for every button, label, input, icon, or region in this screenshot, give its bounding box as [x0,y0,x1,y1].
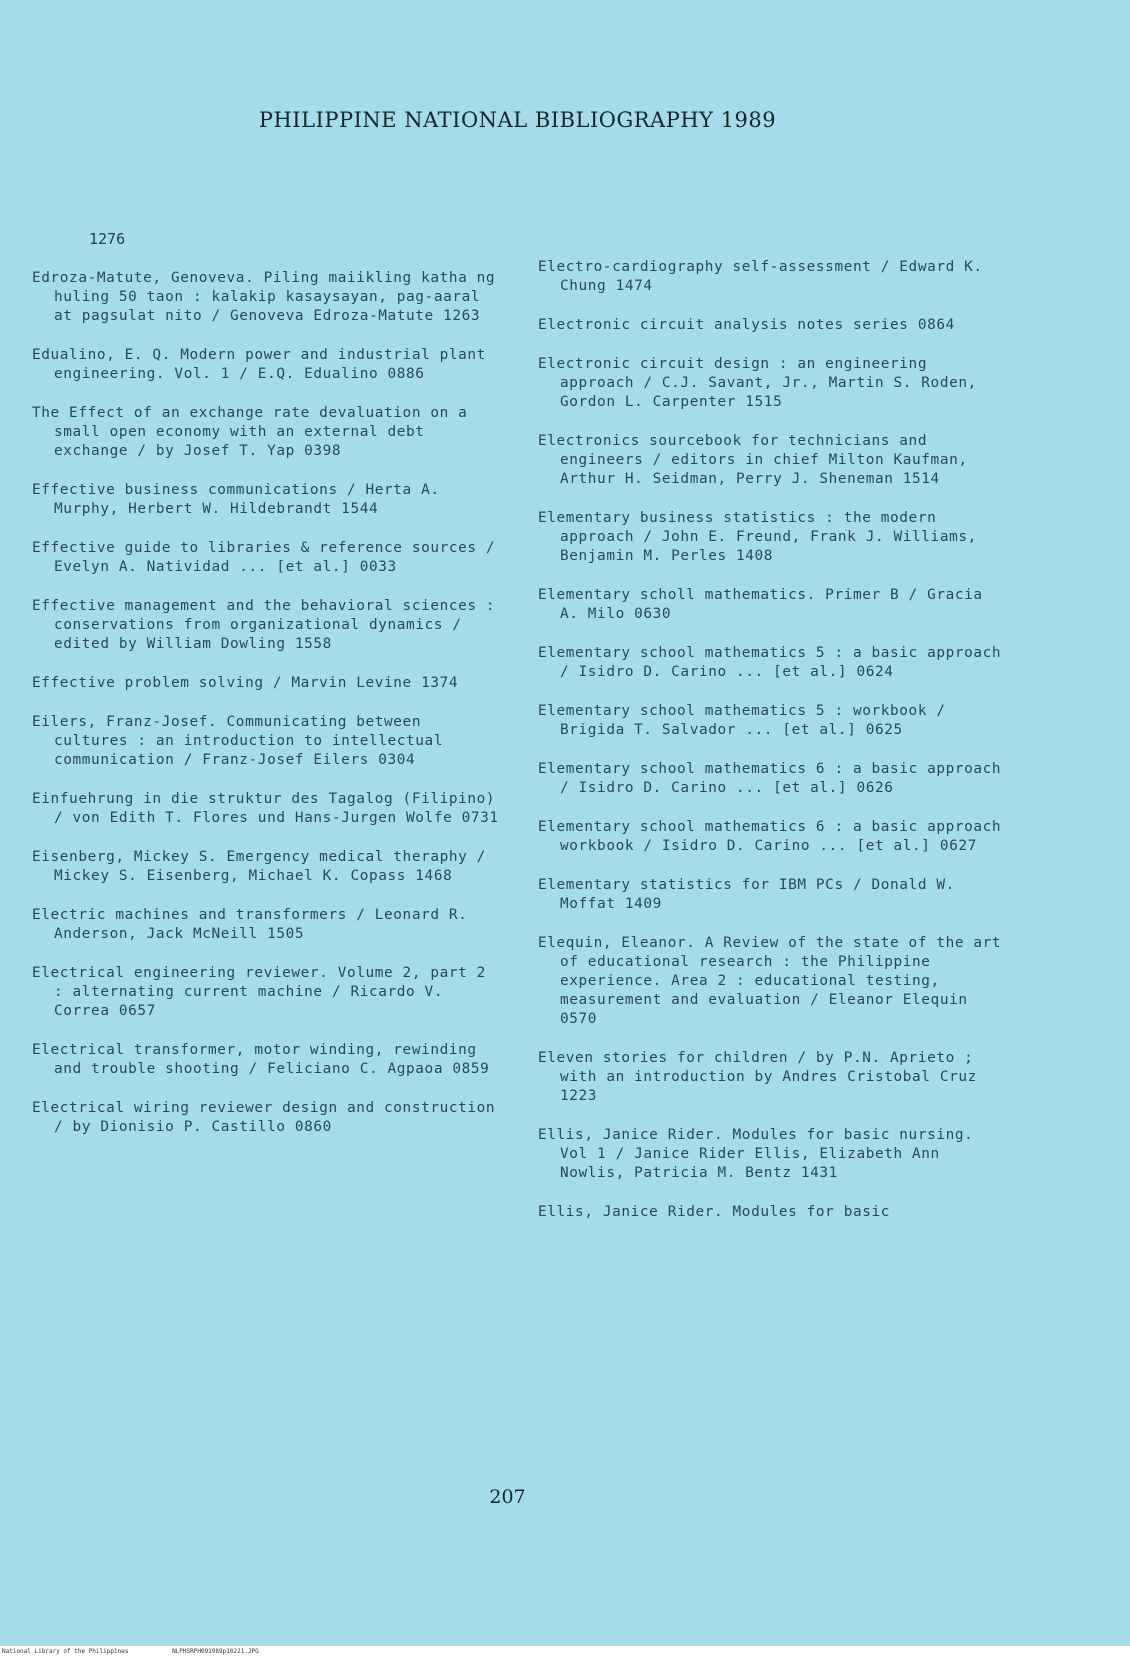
bibliography-entry: Elementary school mathematics 5 : a basic approach / Isidro D. Carino ... [et al.] 0624 [538,645,1011,680]
bibliography-entry: Electronic circuit analysis notes series 0864 [538,317,955,333]
footer-file: NLPHSRPH091989p10221.JPG [172,1648,259,1655]
bibliography-entry: Effective management and the behavioral sciences : conservations from organizational dynamics / edited by William Dowling 1558 [32,598,505,652]
bibliography-entry: Electric machines and transformers / Leonard R. Anderson, Jack McNeill 1505 [32,907,477,942]
section-number: 1276 [89,230,126,248]
bibliography-entry: Elementary statistics for IBM PCs / Donald W. Moffat 1409 [538,877,965,912]
bibliography-entry: Electrical wiring reviewer design and construction / by Dionisio P. Castillo 0860 [32,1100,505,1135]
bibliography-entry: Einfuehrung in die struktur des Tagalog (Filipino) / von Edith T. Flores und Hans-Jurgen Wolfe 0731 [32,791,505,826]
page-title: PHILIPPINE NATIONAL BIBLIOGRAPHY 1989 [258,108,777,132]
bibliography-entry: Effective business communications / Herta A. Murphy, Herbert W. Hildebrandt 1544 [32,482,449,517]
bibliography-entry: Eilers, Franz-Josef. Communicating between cultures : an introduction to intellectual communication / Franz-Josef Eilers 0304 [32,714,453,768]
bibliography-entry: Elementary business statistics : the modern approach / John E. Freund, Frank J. Williams, Benjamin M. Perles 1408 [538,510,987,564]
right-column [538,258,1011,1242]
page-number: 207 [489,1486,526,1508]
bibliography-entry: Effective guide to libraries & reference sources / Evelyn A. Natividad ... [et al.] 0033 [32,540,505,575]
bibliography-entry: Electrical engineering reviewer. Volume 2, part 2 : alternating current machine / Ricardo V. Correa 0657 [32,965,496,1019]
bibliography-entry: The Effect of an exchange rate devaluation on a small open economy with an external debt exchange / by Josef T. Yap 0398 [32,405,477,459]
footer-source: National Library of the Philippines [2,1648,129,1655]
bibliography-entry: Elequin, Eleanor. A Review of the state of the art of educational research : the Philippine experience. Area 2 : educational testing, measurement and evaluation / Eleanor Elequin 0570 [538,935,1011,1027]
bibliography-entry: Elementary school mathematics 6 : a basic approach / Isidro D. Carino ... [et al.] 0626 [538,761,1011,796]
bibliography-entry: Electronic circuit design : an engineering approach / C.J. Savant, Jr., Martin S. Roden, Gordon L. Carpenter 1515 [538,356,987,410]
bibliography-entry: Electronics sourcebook for technicians and engineers / editors in chief Milton Kaufman, Arthur H. Seidman, Perry J. Sheneman 1514 [538,433,977,487]
bibliography-entry: Edualino, E. Q. Modern power and industrial plant engineering. Vol. 1 / E.Q. Edualino 0886 [32,347,496,382]
scan-footer [0,1646,1130,1658]
left-column [32,269,505,1157]
bibliography-entry: Electro-cardiography self-assessment / Edward K. Chung 1474 [538,259,992,294]
bibliography-entry: Electrical transformer, motor winding, rewinding and trouble shooting / Feliciano C. Agpaoa 0859 [32,1042,490,1077]
bibliography-entry: Ellis, Janice Rider. Modules for basic [538,1204,891,1220]
bibliography-entry: Edroza-Matute, Genoveva. Piling maiikling katha ng huling 50 taon : kalakip kasaysayan, pag-aaral at pagsulat nito / Genoveva Edroza-Matute 1263 [32,270,505,324]
bibliography-entry: Ellis, Janice Rider. Modules for basic nursing. Vol 1 / Janice Rider Ellis, Elizabeth Ann Nowlis, Patricia M. Bentz 1431 [538,1127,983,1181]
bibliography-entry: Elementary scholl mathematics. Primer B / Gracia A. Milo 0630 [538,587,992,622]
bibliography-entry: Eleven stories for children / by P.N. Aprieto ; with an introduction by Andres Cristobal Cruz 1223 [538,1050,987,1104]
bibliography-entry: Elementary school mathematics 6 : a basic approach workbook / Isidro D. Carino ... [et al.] 0627 [538,819,1011,854]
bibliography-entry: Elementary school mathematics 5 : workbook / Brigida T. Salvador ... [et al.] 0625 [538,703,955,738]
bibliography-entry: Effective problem solving / Marvin Levine 1374 [32,675,459,691]
bibliography-entry: Eisenberg, Mickey S. Emergency medical theraphy / Mickey S. Eisenberg, Michael K. Copass 1468 [32,849,496,884]
